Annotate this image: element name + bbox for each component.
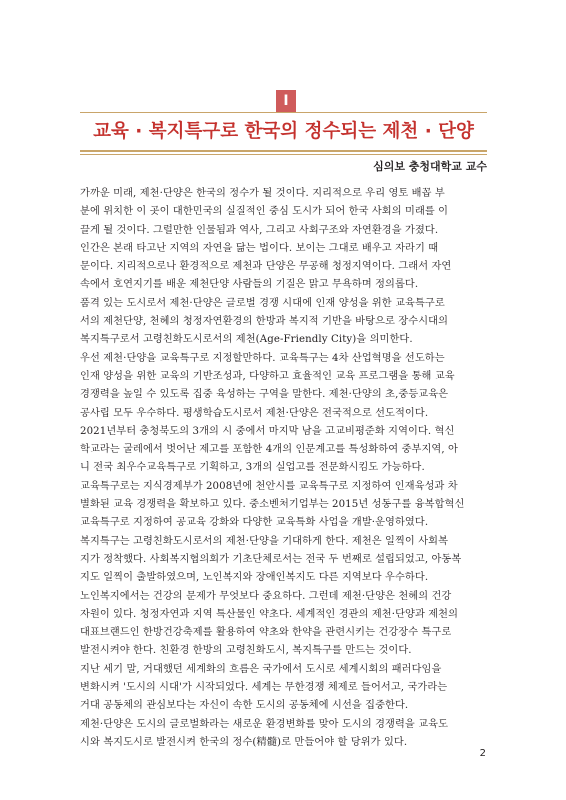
article-body: [80, 185, 490, 752]
body-line: 가까운 미래, 제천·단양은 한국의 정수가 될 것이다. 지리적으로 우리 영토 배꼽 부: [80, 188, 445, 199]
body-line: 제천·단양은 도시의 글로벌화라는 새로운 환경변화를 맞아 도시의 경쟁력을 교육도: [80, 718, 449, 730]
body-line: 시와 복지도시로 발전시켜 한국의 정수(精髓)로 만들어야 할 당위가 있다.: [80, 736, 408, 748]
body-line: 변화시켜 '도시의 시대'가 시작되었다. 세계는 무한경쟁 체제로 들어서고, 국가라는: [80, 682, 448, 694]
body-line: 품격 있는 도시로서 제천·단양은 글로벌 경쟁 시대에 인재 양성을 위한 교육특구로: [80, 297, 445, 309]
article-title: 교육 · 복지특구로 한국의 정수되는 제천 · 단양: [93, 121, 474, 142]
body-line: 대표브랜드인 한방건강축제를 활용하여 약초와 한약을 관련시키는 건강장수 특구로: [80, 627, 452, 639]
body-line: 노인복지에서는 건강의 문제가 무엇보다 중요하다. 그런데 제천·단양은 천혜의 건강: [80, 590, 452, 602]
body-line: 교육특구로는 지식경제부가 2008년에 천안시를 교육특구로 지정하여 인재육성과 차: [80, 480, 458, 492]
chapter-number-badge: I: [276, 90, 296, 112]
body-line: 자원이 있다. 청정자연과 지역 특산물인 약초다. 세계적인 경관의 제천·단양과 제천의: [80, 608, 459, 620]
body-line: 지난 세기 말, 거대했던 세계화의 흐름은 국가에서 도시로 세계시회의 패러다임을: [80, 663, 442, 675]
body-line: 교육특구로 지정하여 공교육 강화와 다양한 교육특화 사업을 개발·운영하였다.: [80, 517, 429, 529]
body-line: 발전시켜야 한다. 친환경 한방의 고령친화도시, 복지특구를 만드는 것이다.: [80, 645, 412, 657]
body-line: 복지특구는 고령친화도시로서의 제천·단양을 기대하게 한다. 제천은 일찍이 사회복: [80, 535, 449, 547]
body-line: 니 전국 최우수교육특구로 기획하고, 3개의 실업고를 전문화시킴도 가능하다.: [80, 462, 425, 474]
body-line: 경쟁력을 높일 수 있도록 집중 육성하는 구역을 말한다. 제천·단양의 초,중등교육은: [80, 389, 449, 401]
title-bottom-rule-thin: [80, 154, 487, 155]
body-line: 2021년부터 충청북도의 3개의 시 중에서 마지막 남을 고교비평준화 지역이다. 혁신: [80, 425, 455, 437]
body-line: 학교라는 굴레에서 벗어난 제고를 포함한 4개의 인문계고를 특성화하여 중부지역, 아: [80, 444, 458, 456]
author-byline: 심의보 충청대학교 교수: [373, 160, 487, 173]
body-line: 서의 제천단양, 천혜의 청정자연환경의 한방과 복지적 기반을 바탕으로 장수시대의: [80, 316, 449, 328]
body-line: 공사립 모두 우수하다. 평생학습도시로서 제천·단양은 전국적으로 선도적이다.: [80, 407, 429, 419]
body-line: 속에서 호연지기를 배운 제천단양 사람들의 기질은 맑고 무욕하며 정의롭다.: [80, 279, 419, 291]
body-line: 문이다. 지리적으로나 환경적으로 제천과 단양은 무공해 청정지역이다. 그래서 자연: [80, 261, 452, 273]
body-line: 지가 정착했다. 사회복지협의회가 기초단체로서는 전국 두 번째로 설립되었고, 아동복: [80, 553, 462, 565]
page-number: 2: [479, 748, 486, 759]
body-line: 지도 일찍이 출발하였으며, 노인복지와 장애인복지도 다른 지역보다 우수하다.: [80, 572, 429, 584]
body-line: 복지특구로서 고령친화도시로서의 제천(Age-Friendly City)을 의미한다.: [80, 334, 413, 346]
title-bottom-rule: [80, 150, 487, 152]
body-line: 인간은 본래 타고난 지역의 자연을 닮는 법이다. 보이는 그대로 배우고 자라기 때: [80, 242, 439, 254]
body-line: 별화된 교육 경쟁력을 확보하고 있다. 중소벤처기업부는 2015년 성동구를 융복합혁신: [80, 499, 465, 511]
body-line: 거대 공동체의 관심보다는 자신이 속한 도시의 공동체에 시선을 집중한다.: [80, 700, 409, 712]
body-line: 끌게 될 것이다. 그럴만한 인물됨과 역사, 그리고 사회구조와 자연환경을 가졌다.: [80, 224, 439, 236]
body-line: 우선 제천·단양을 교육특구로 지정할만하다. 교육특구는 4차 산업혁명을 선도하는: [80, 352, 445, 364]
title-top-rule: [80, 112, 487, 113]
body-line: 인재 양성을 위한 교육의 기반조성과, 다양하고 효율적인 교육 프로그램을 통해 교육: [80, 370, 455, 382]
body-line: 분에 위치한 이 곳이 대한민국의 실질적인 중심 도시가 되어 한국 사회의 미래를 이: [80, 206, 449, 218]
